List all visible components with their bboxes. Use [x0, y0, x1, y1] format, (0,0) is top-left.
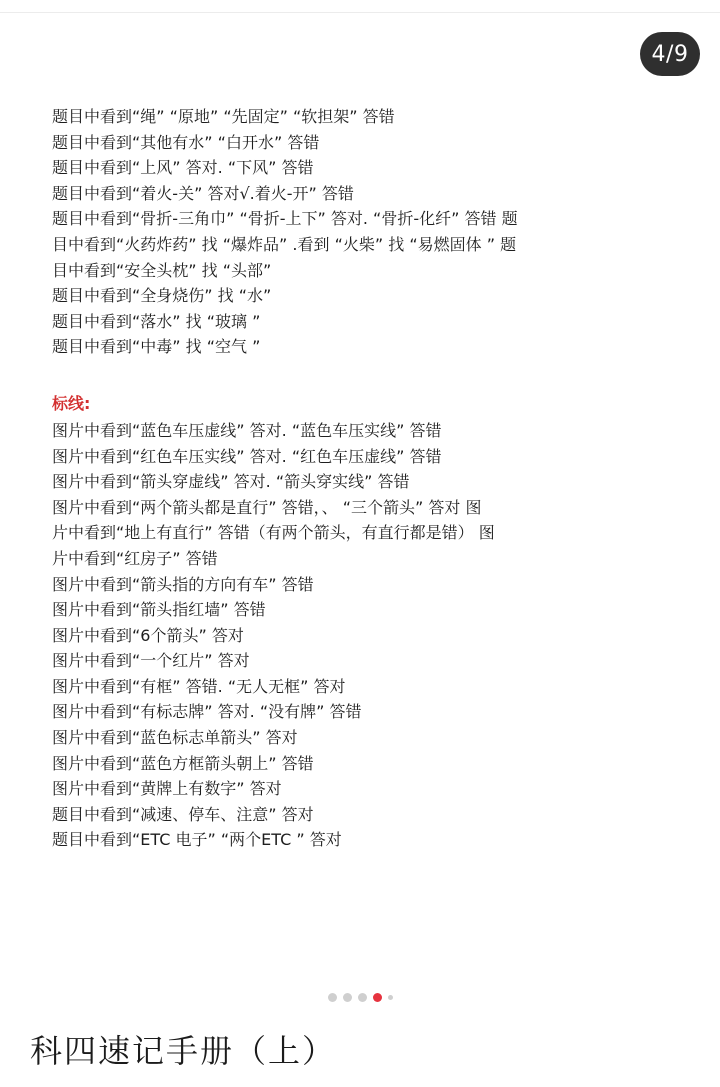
text-line: 图片中看到“黄牌上有数字” 答对 — [52, 779, 282, 799]
text-line: 目中看到“火药炸药” 找 “爆炸品” .看到 “火柴” 找 “易燃固体 ” 题 — [52, 234, 517, 254]
text-line: 图片中看到“蓝色方框箭头朝上” 答错 — [52, 753, 314, 773]
carousel-dot[interactable] — [328, 993, 337, 1002]
text-line: 题目中看到“中毒” 找 “空气 ” — [52, 337, 261, 357]
text-line: 图片中看到“有框” 答错. “无人无框” 答对 — [52, 676, 346, 696]
text-line: 图片中看到“蓝色标志单箭头” 答对 — [52, 728, 298, 748]
text-line: 图片中看到“有标志牌” 答对. “没有牌” 答错 — [52, 702, 362, 722]
text-line: 题目中看到“其他有水” “白开水” 答错 — [52, 132, 320, 152]
text-line: 片中看到“红房子” 答错 — [52, 548, 218, 568]
carousel-dot[interactable] — [388, 995, 393, 1000]
carousel-dot[interactable] — [358, 993, 367, 1002]
text-line: 图片中看到“两个箭头都是直行” 答错，、 “三个箭头” 答对 图 — [52, 497, 482, 517]
text-line: 题目中看到“全身烧伤” 找 “水” — [52, 286, 272, 306]
text-line: 图片中看到“6个箭头” 答对 — [52, 625, 244, 645]
text-line: 题目中看到“骨折-三角巾” “骨折-上下” 答对. “骨折-化纤” 答错 题 — [52, 209, 518, 229]
section-heading: 标线: — [52, 393, 91, 413]
text-line: 图片中看到“红色车压实线” 答对. “红色车压虚线” 答错 — [52, 446, 442, 466]
text-line: 图片中看到“一个红片” 答对 — [52, 651, 250, 671]
image-content — [52, 104, 692, 853]
text-line: 图片中看到“箭头指的方向有车” 答错 — [52, 574, 314, 594]
text-line: 图片中看到“蓝色车压虚线” 答对. “蓝色车压实线” 答错 — [52, 420, 442, 440]
top-divider — [0, 12, 720, 13]
text-line: 题目中看到“着火-关” 答对√.着火-开” 答错 — [52, 183, 354, 203]
carousel-dots — [0, 991, 720, 1003]
text-line: 目中看到“安全头枕” 找 “头部” — [52, 260, 272, 280]
carousel-dot-active[interactable] — [373, 993, 382, 1002]
text-line: 图片中看到“箭头指红墙” 答错 — [52, 600, 266, 620]
carousel-dot[interactable] — [343, 993, 352, 1002]
block-2 — [52, 418, 692, 853]
text-line: 题目中看到“减速、停车、注意” 答对 — [52, 804, 314, 824]
block-1 — [52, 104, 692, 360]
post-title: 科四速记手册（上） — [30, 1032, 337, 1070]
page-indicator: 4/9 — [640, 32, 700, 76]
text-line: 题目中看到“ETC 电子” “两个ETC ” 答对 — [52, 830, 342, 850]
text-line: 题目中看到“落水” 找 “玻璃 ” — [52, 311, 261, 331]
spacer — [52, 360, 692, 390]
text-line: 题目中看到“绳” “原地” “先固定” “软担架” 答错 — [52, 107, 395, 126]
text-line: 图片中看到“箭头穿虚线” 答对. “箭头穿实线” 答错 — [52, 472, 410, 492]
text-line: 片中看到“地上有直行” 答错（有两个箭头，有直行都是错） 图 — [52, 523, 495, 543]
text-line: 题目中看到“上风” 答对. “下风” 答错 — [52, 158, 314, 178]
